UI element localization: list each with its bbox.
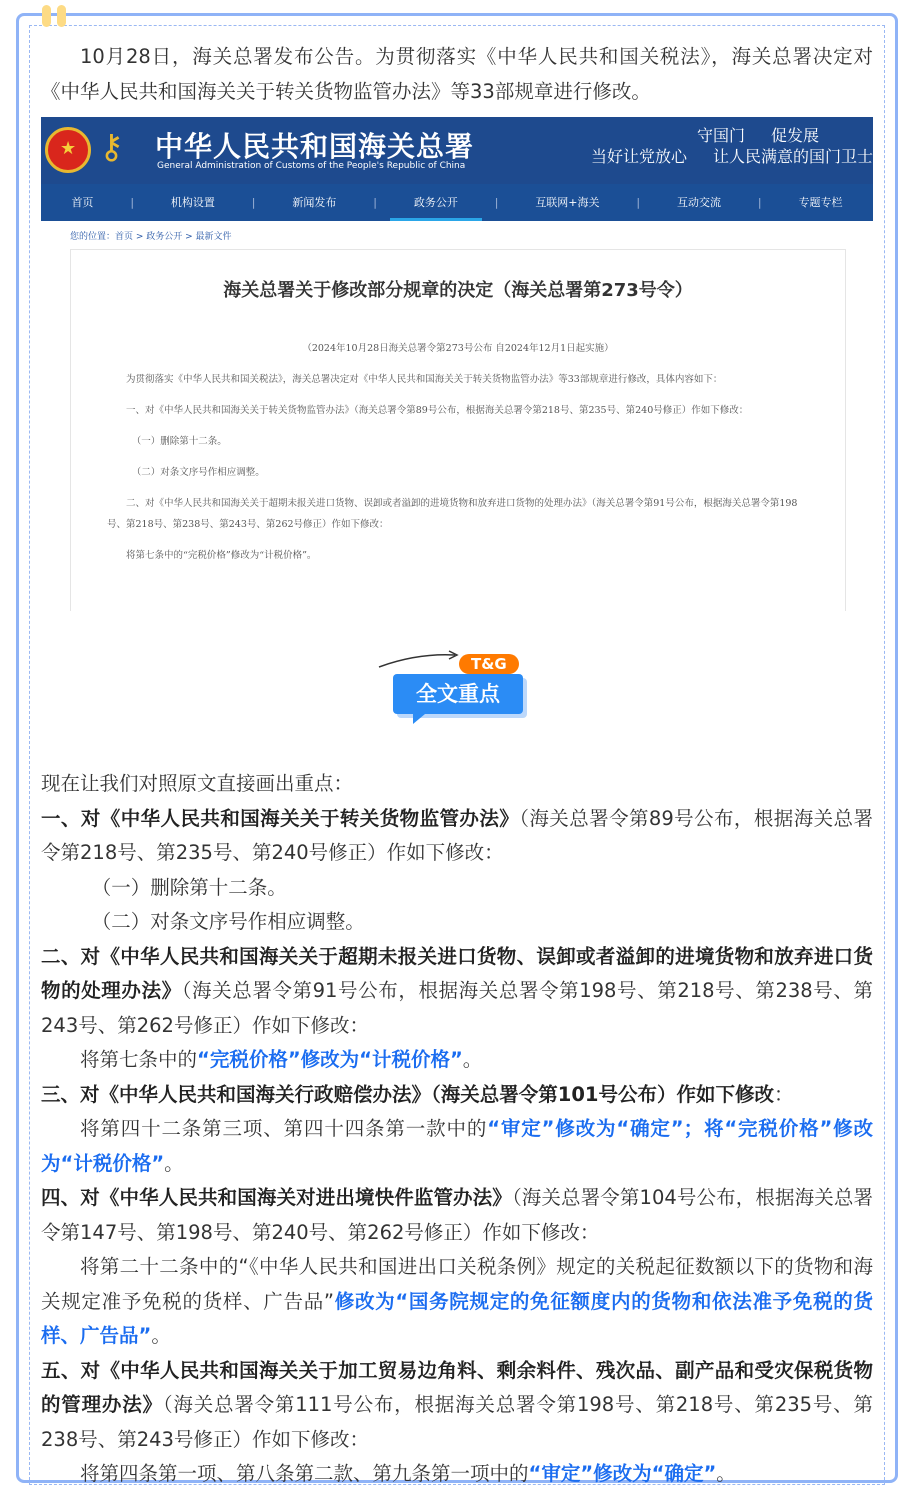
customs-key-emblem-icon: ⚷ <box>99 127 124 167</box>
paragraph <box>41 940 873 1044</box>
national-emblem-icon: ★ <box>45 127 91 173</box>
text-run: （海关总署令第91号公布，根据海关总署令第198号、第218号、第238号、第243号、第262号修正）作如下修改： <box>41 979 873 1037</box>
text-run: 。 <box>462 1048 483 1071</box>
slogan-text: 守国门 <box>696 126 745 145</box>
site-name-en: General Administration of Customs of the People's Republic of China <box>157 161 466 171</box>
text-run: 一、对《中华人民共和国海关关于转关货物监管办法》 <box>41 806 520 830</box>
text-run: （海关总署令第89号公布，根据海关总署令第218号、第235号、第240号修正）作如下修改： <box>41 806 873 864</box>
paragraph <box>41 1112 873 1181</box>
article-content <box>41 40 873 1492</box>
site-nav: 首页 | 机构设置 | 新闻发布 | 政务公开 | 互联网+海关 | 互动交流 | 专题专栏 <box>41 184 873 221</box>
paragraph: （二）对条文序号作相应调整。 <box>91 910 365 933</box>
document-line: 二、对《中华人民共和国海关关于超期未报关进口货物、误卸或者溢卸的进境货物和放弃进口货物的处理办法》（海关总署令第91号公布，根据海关总署令第198号、第218号、第238号、第243号、第262号修正）作如下修改： <box>107 498 798 530</box>
key-points-label: 全文重点 <box>393 674 523 714</box>
text-run: 。 <box>164 1151 184 1175</box>
text-run: 将第四条第一项、第八条第二款、第九条第一项中的 <box>80 1462 529 1485</box>
text-run: “完税价格”修改为“计税价格” <box>197 1048 463 1071</box>
curved-arrow-icon <box>377 645 467 675</box>
text-run: （海关总署令第104号公布，根据海关总署令第147号、第198号、第240号、第262号修正）作如下修改： <box>41 1186 873 1244</box>
paragraph <box>41 1457 873 1492</box>
paragraph: （一）删除第十二条。 <box>91 875 287 899</box>
document-line: 一、对《中华人民共和国海关关于转关货物监管办法》（海关总署令第89号公布，根据海关总署令第218号、第235号、第240号修正）作如下修改： <box>126 405 749 416</box>
document-line: （二）对条文序号作相应调整。 <box>131 467 265 478</box>
intro-paragraph: 10月28日，海关总署发布公告。为贯彻落实《中华人民共和国关税法》，海关总署决定对《中华人民共和国海关关于转关货物监管办法》等33部规章进行修改。 <box>41 45 873 103</box>
text-run: 将第七条中的 <box>80 1048 198 1071</box>
nav-internet-customs[interactable]: 互联网+海关 <box>535 196 600 209</box>
nav-organization[interactable]: 机构设置 <box>170 196 215 209</box>
text-run: 。 <box>151 1324 171 1347</box>
text-run: 修改为“国务院规定的免征额度内的货物和依法准予免税的货样、广告品” <box>41 1289 873 1347</box>
document-line: （2024年10月28日海关总署令第273号公布 自2024年12月1日起实施） <box>302 343 614 354</box>
site-header <box>41 117 873 184</box>
text-run: 将第四十二条第三项、第四十四条第一款中的 <box>80 1117 488 1140</box>
document-line: （一）删除第十二条。 <box>131 436 227 447</box>
key-points-badge <box>377 645 537 725</box>
slogan-text: 当好让党放心 <box>590 147 687 166</box>
paragraph <box>41 1250 873 1354</box>
tg-tag: T&G <box>459 654 519 674</box>
paragraph: 现在让我们对照原文直接画出重点： <box>41 772 354 795</box>
nav-special-topics[interactable]: 专题专栏 <box>798 196 843 209</box>
site-name: 中华人民共和国海关总署 <box>155 130 475 163</box>
nav-government-affairs[interactable]: 政务公开 <box>390 184 482 221</box>
slogan-text: 促发展 <box>770 126 819 145</box>
nav-news[interactable]: 新闻发布 <box>292 196 337 209</box>
breadcrumb: 您的位置：首页 > 政务公开 > 最新文件 <box>70 232 232 242</box>
customs-website-screenshot <box>41 117 873 611</box>
decor-pill <box>57 5 66 27</box>
document-line: 为贯彻落实《中华人民共和国关税法》，海关总署决定对《中华人民共和国海关关于转关货物监管办法》等33部规章进行修改，具体内容如下： <box>126 374 723 385</box>
text-run: 四、对《中华人民共和国海关对进出境快件监管办法》 <box>41 1186 512 1209</box>
text-run: “审定”修改为“确定”；将“完税价格”修改为“计税价格” <box>41 1117 873 1175</box>
paragraph <box>41 802 873 871</box>
nav-interaction[interactable]: 互动交流 <box>677 196 721 209</box>
paragraph <box>41 1181 873 1250</box>
decor-pill <box>42 5 51 27</box>
slogan-text: 让人民满意的国门卫士 <box>712 147 873 166</box>
text-run: “审定”修改为“确定” <box>528 1462 717 1485</box>
paragraph <box>41 1043 873 1078</box>
paragraph <box>41 1078 873 1113</box>
nav-home[interactable]: 首页 <box>71 196 94 209</box>
document-line: 将第七条中的“完税价格”修改为“计税价格”。 <box>126 550 317 561</box>
text-run: 。 <box>716 1462 736 1485</box>
text-run: 二、对《中华人民共和国海关关于超期未报关进口货物、误卸或者溢卸的进境货物和放弃进口货物的处理办法》 <box>41 944 873 1002</box>
document-title: 海关总署关于修改部分规章的决定（海关总署第273号令） <box>223 280 693 301</box>
key-points-body <box>41 767 873 1492</box>
document-box <box>70 249 846 611</box>
text-run: 五、对《中华人民共和国海关关于加工贸易边角料、剩余料件、残次品、副产品和受灾保税货物的管理办法》 <box>41 1358 873 1416</box>
text-run: ： <box>773 1082 794 1106</box>
paragraph <box>41 1354 873 1458</box>
text-run: （海关总署令第111号公布，根据海关总署令第198号、第218号、第235号、第238号、第243号修正）作如下修改： <box>41 1393 873 1451</box>
text-run: 三、对《中华人民共和国海关行政赔偿办法》（海关总署令第101号公布）作如下修改 <box>41 1082 774 1106</box>
site-slogan <box>591 125 873 167</box>
text-run: 将第二十二条中的“《中华人民共和国进出口关税条例》规定的关税起征数额以下的货物和海关规定准予免税的货样、广告品” <box>41 1255 873 1313</box>
